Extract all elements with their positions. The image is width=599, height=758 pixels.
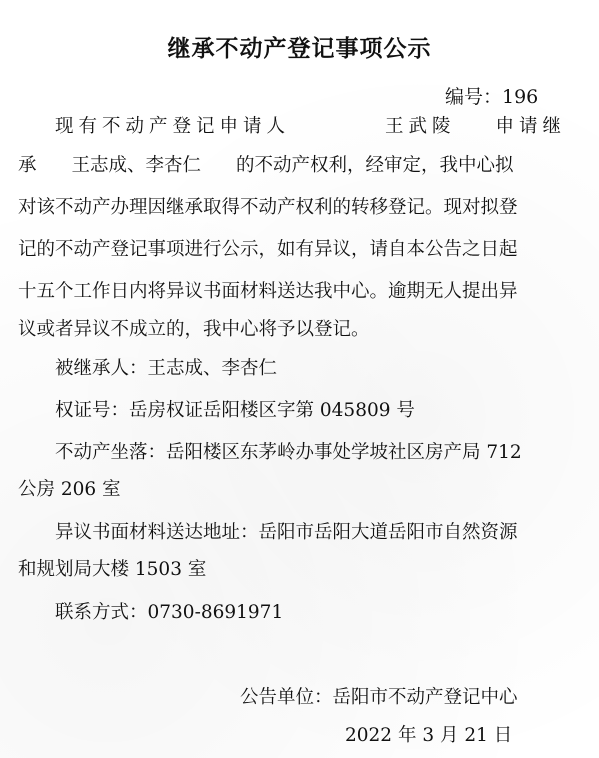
date-line: 2022 年 3 月 21 日 <box>345 725 513 746</box>
paragraph-line-2 <box>18 157 514 176</box>
inherit-text: 承 <box>18 155 37 176</box>
document-number: 编号：196 <box>445 86 539 108</box>
notice-title: 继承不动产登记事项公示 <box>167 36 432 62</box>
heirs-from: 王志成、李杏仁 <box>71 155 202 176</box>
location-line-1: 不动产坐落：岳阳楼区东茅岭办事处学坡社区房产局 712 <box>55 442 522 463</box>
intro-text: 现有不动产登记申请人 <box>55 116 291 137</box>
contact-line: 联系方式：0730-8691971 <box>55 602 284 623</box>
location-line-2: 公房 206 室 <box>18 479 121 500</box>
paragraph-line-4: 记的不动产登记事项进行公示，如有异议，请自本公告之日起 <box>18 239 518 260</box>
paragraph-line-6: 议或者异议不成立的，我中心将予以登记。 <box>18 319 370 340</box>
paragraph-line-3: 对该不动产办理因继承取得不动产权利的转移登记。现对拟登 <box>18 197 518 218</box>
address-line-1: 异议书面材料送达地址：岳阳市岳阳大道岳阳市自然资源 <box>55 522 518 543</box>
intro-continuation: 申请继 <box>495 116 567 137</box>
issuer-line: 公告单位：岳阳市不动产登记中心 <box>240 687 518 708</box>
paragraph-line-5: 十五个工作日内将异议书面材料送达我中心。逾期无人提出异 <box>18 281 518 302</box>
paragraph-line-1 <box>55 118 566 137</box>
address-line-2: 和规划局大楼 1503 室 <box>18 559 207 580</box>
decedent-line: 被继承人：王志成、李杏仁 <box>55 358 278 379</box>
applicant-name: 王武陵 <box>385 116 456 137</box>
certificate-line: 权证号：岳房权证岳阳楼区字第 045809 号 <box>55 400 415 421</box>
rights-text: 的不动产权利，经审定，我中心拟 <box>236 155 514 176</box>
